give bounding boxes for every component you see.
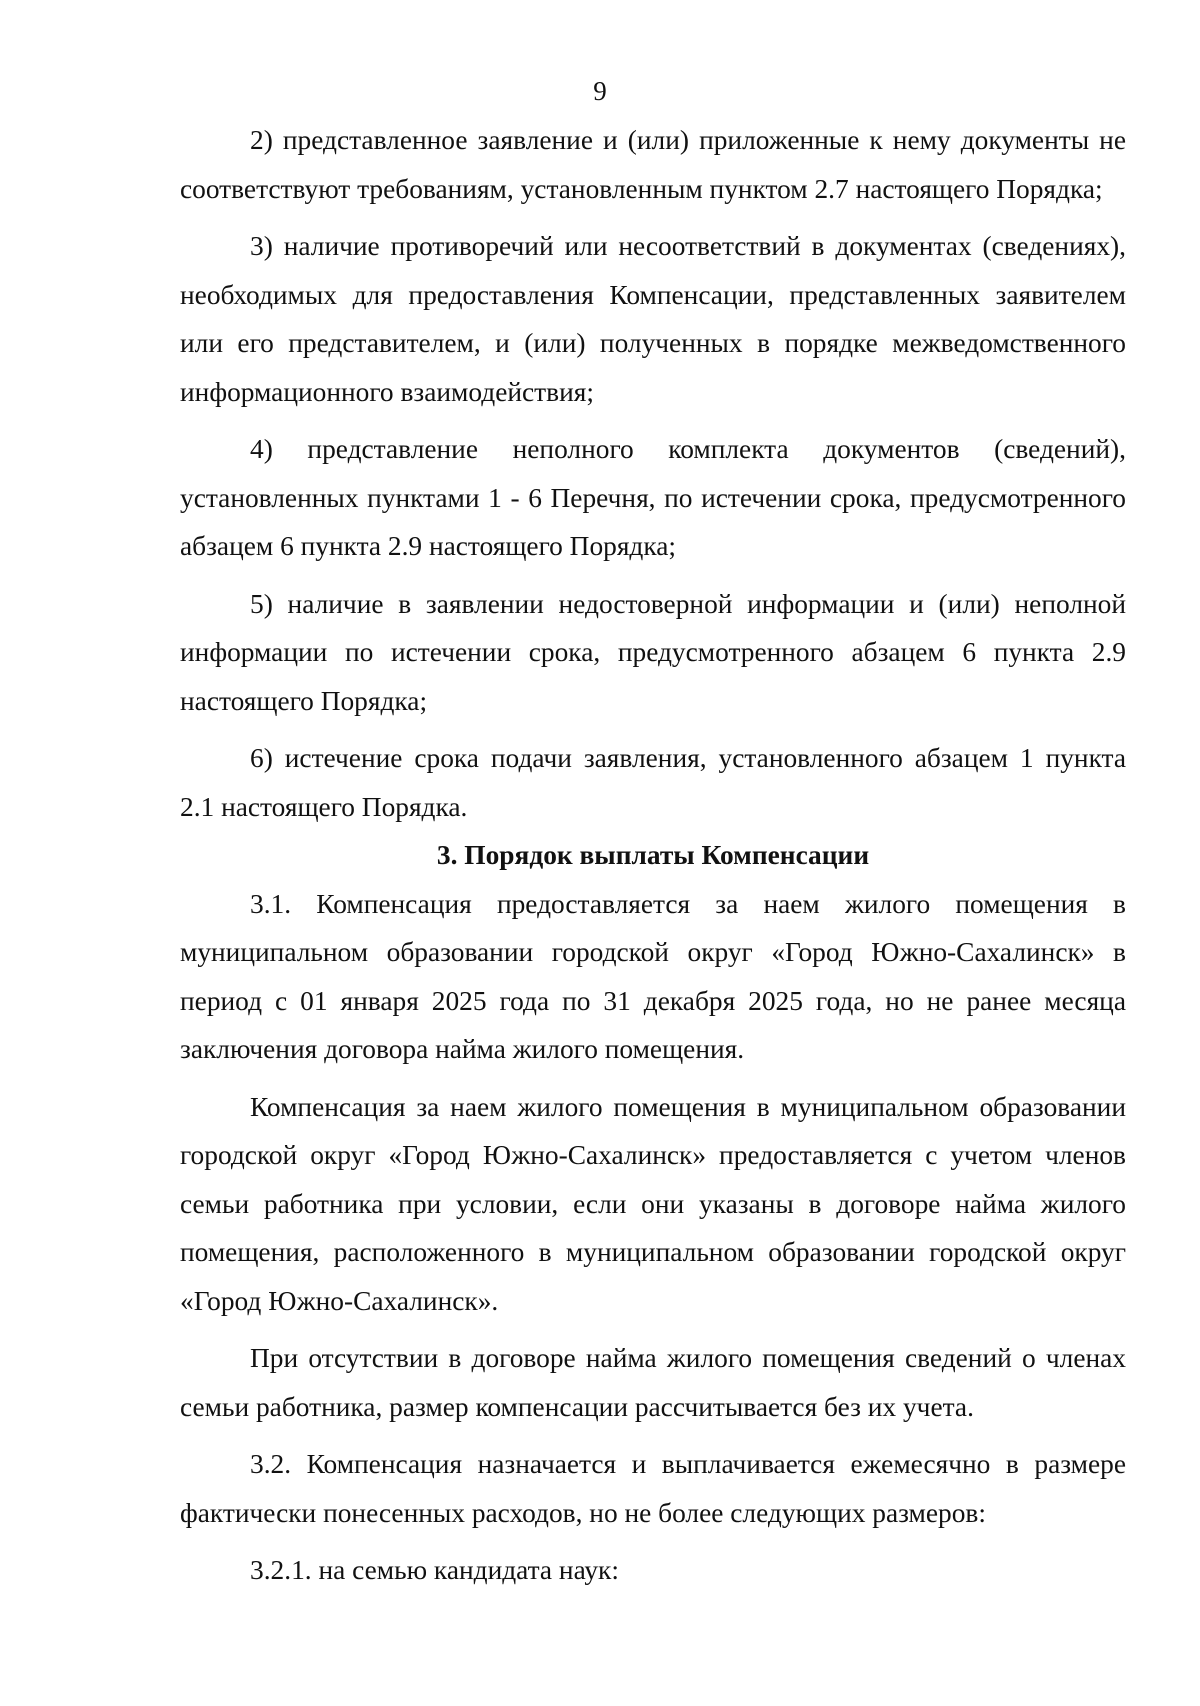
paragraph-3-2-1: 3.2.1. на семью кандидата наук: xyxy=(250,1555,619,1585)
document-body xyxy=(180,116,1126,1595)
paragraph-item-3: 3) наличие противоречий или несоответствий в документах (сведениях), необходимых для предоставления Компенсации, представленных заявителем или его представителем, и (или) полученных в порядке межведомственного информационного взаимодействия; xyxy=(180,231,1126,407)
section-heading: 3. Порядок выплаты Компенсации xyxy=(436,840,870,870)
paragraph-3-2: 3.2. Компенсация назначается и выплачивается ежемесячно в размере фактически понесенных расходов, но не более следующих размеров: xyxy=(180,1449,1126,1528)
paragraph-3-1-family: Компенсация за наем жилого помещения в муниципальном образовании городской округ «Город Южно-Сахалинск» предоставляется с учетом членов семьи работника при условии, если они указаны в договоре найма жилого помещения, расположенного в муниципальном образовании городской округ «Город Южно-Сахалинск». xyxy=(180,1091,1126,1316)
paragraph-3-1: 3.1. Компенсация предоставляется за наем жилого помещения в муниципальном образовании городской округ «Город Южно-Сахалинск» в период с 01 января 2025 года по 31 декабря 2025 года, но не ранее месяца заключения договора найма жилого помещения. xyxy=(180,888,1126,1064)
paragraph-item-6: 6) истечение срока подачи заявления, установленного абзацем 1 пункта 2.1 настоящего Порядка. xyxy=(180,743,1126,822)
paragraph-3-1-no-family-info: При отсутствии в договоре найма жилого помещения сведений о членах семьи работника, размер компенсации рассчитывается без их учета. xyxy=(180,1343,1126,1422)
page-number: 9 xyxy=(593,76,607,106)
paragraph-item-2: 2) представленное заявление и (или) приложенные к нему документы не соответствуют требованиям, установленным пунктом 2.7 настоящего Порядка; xyxy=(180,125,1126,204)
paragraph-item-5: 5) наличие в заявлении недостоверной информации и (или) неполной информации по истечении срока, предусмотренного абзацем 6 пункта 2.9 настоящего Порядка; xyxy=(180,588,1126,716)
paragraph-item-4: 4) представление неполного комплекта документов (сведений), установленных пунктами 1 - 6 Перечня, по истечении срока, предусмотренного абзацем 6 пункта 2.9 настоящего Порядка; xyxy=(180,434,1126,561)
